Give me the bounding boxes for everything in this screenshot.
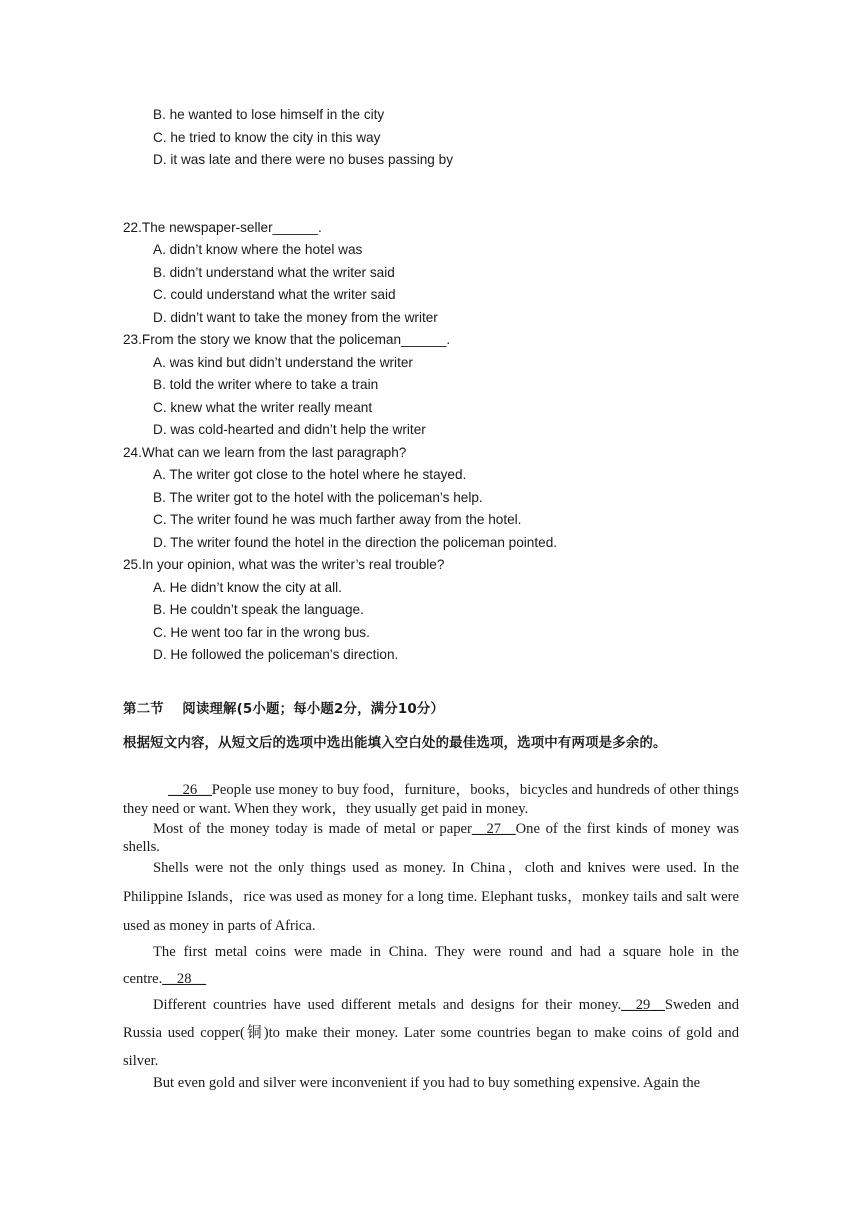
q25-option-b: B. He couldn’t speak the language. bbox=[153, 602, 364, 617]
passage-paragraph-1 bbox=[123, 781, 739, 819]
q23-stem: 23.From the story we know that the policeman______. bbox=[123, 332, 451, 347]
paragraph-3-text: Shells were not the only things used as money. In China，cloth and knives were used. In the Philippine Islands，rice was used as money for a long time. Elephant tusks，monkey tails and salt were used as money in parts of Africa. bbox=[123, 860, 739, 934]
paragraph-6-text: But even gold and silver were inconvenient if you had to buy something expensive. Again the bbox=[153, 1075, 701, 1091]
q22-option-a: A. didn’t know where the hotel was bbox=[153, 242, 363, 257]
q21-option-b: B. he wanted to lose himself in the city bbox=[153, 107, 385, 122]
section-instruction: 根据短文内容，从短文后的选项中选出能填入空白处的最佳选项，选项中有两项是多余的。 bbox=[123, 736, 667, 751]
q25-option-c: C. He went too far in the wrong bus. bbox=[153, 625, 370, 640]
q24-option-c: C. The writer found he was much farther away from the hotel. bbox=[153, 512, 522, 527]
q24-option-d: D. The writer found the hotel in the direction the policeman pointed. bbox=[153, 535, 558, 550]
q22-option-c: C. could understand what the writer said bbox=[153, 287, 396, 302]
paragraph-1-text: People use money to buy food，furniture，books，bicycles and hundreds of other things they need or want. When they work，they usually get paid in money. bbox=[123, 782, 739, 817]
q24-option-b: B. The writer got to the hotel with the policeman’s help. bbox=[153, 490, 483, 505]
q25-stem: 25.In your opinion, what was the writer’s real trouble? bbox=[123, 557, 445, 572]
passage-paragraph-6 bbox=[123, 1074, 739, 1092]
paragraph-2-text-end: One of the first kinds of money was shells. bbox=[123, 821, 740, 855]
passage-paragraph-5 bbox=[123, 991, 739, 1075]
q21-option-d: D. it was late and there were no buses passing by bbox=[153, 152, 453, 167]
q22-option-d: D. didn’t want to take the money from the writer bbox=[153, 310, 438, 325]
q23-option-d: D. was cold-hearted and didn’t help the writer bbox=[153, 422, 426, 437]
blank-28: __28__ bbox=[162, 971, 207, 987]
paragraph-5-text-start: Different countries have used different metals and designs for their money. bbox=[153, 997, 622, 1013]
q23-option-b: B. told the writer where to take a train bbox=[153, 377, 379, 392]
q25-option-a: A. He didn’t know the city at all. bbox=[153, 580, 342, 595]
q24-option-a: A. The writer got close to the hotel where he stayed. bbox=[153, 467, 467, 482]
passage-paragraph-3 bbox=[123, 854, 739, 941]
q23-option-c: C. knew what the writer really meant bbox=[153, 400, 373, 415]
q23-option-a: A. was kind but didn’t understand the writer bbox=[153, 355, 413, 370]
section-title: 第二节 阅读理解(5小题；每小题2分，满分10分） bbox=[123, 702, 445, 717]
blank-27: __27__ bbox=[471, 821, 516, 837]
q24-stem: 24.What can we learn from the last paragraph? bbox=[123, 445, 407, 460]
q22-stem: 22.The newspaper-seller______. bbox=[123, 220, 322, 235]
passage-paragraph-2 bbox=[123, 820, 739, 856]
paragraph-2-text-start: Most of the money today is made of metal or paper bbox=[153, 821, 472, 837]
passage-paragraph-4 bbox=[123, 939, 739, 993]
blank-26: __26__ bbox=[168, 782, 212, 798]
paragraph-5-text-end: Sweden and Russia used copper(铜)to make their money. Later some countries began to make coins of gold and silver. bbox=[123, 997, 739, 1069]
q25-option-d: D. He followed the policeman’s direction. bbox=[153, 647, 399, 662]
paragraph-4-text: The first metal coins were made in China. They were round and had a square hole in the centre. bbox=[123, 944, 739, 987]
q22-option-b: B. didn’t understand what the writer said bbox=[153, 265, 395, 280]
blank-29: __29__ bbox=[621, 997, 665, 1013]
q21-option-c: C. he tried to know the city in this way bbox=[153, 130, 381, 145]
